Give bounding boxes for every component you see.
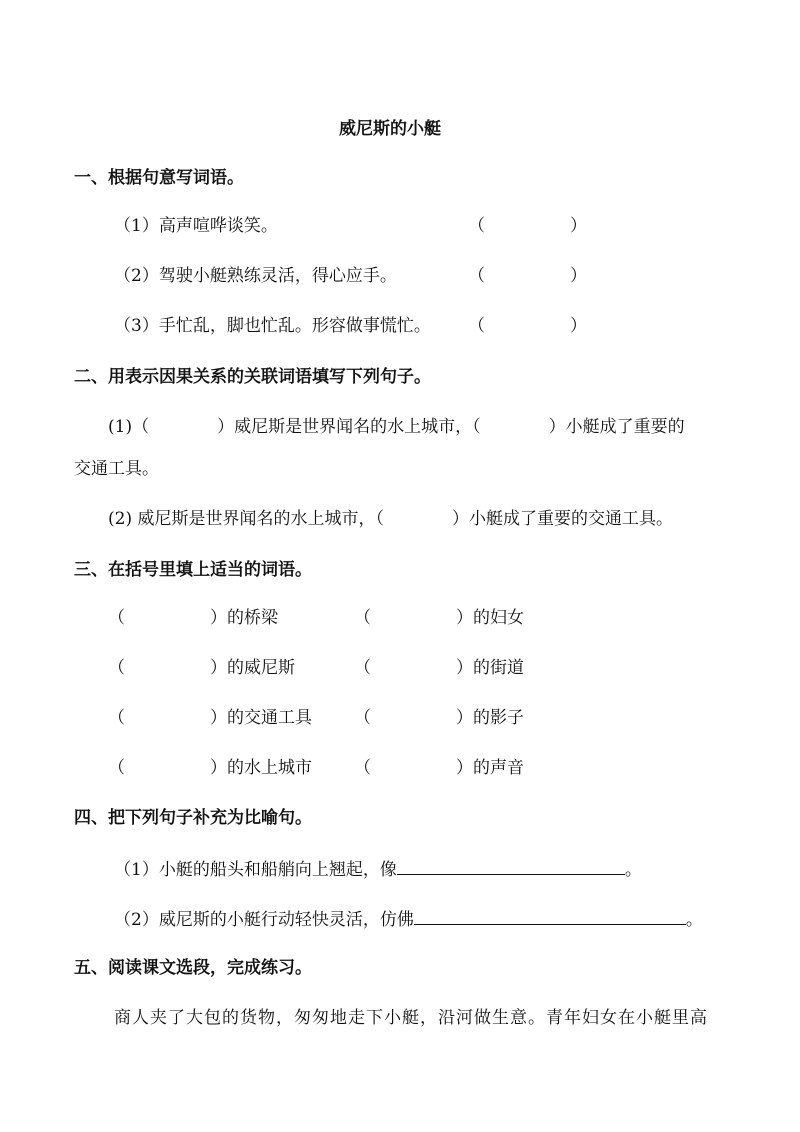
s3-row1-left: （ ）的桥梁 bbox=[108, 608, 278, 628]
s3-row4-left: （ ）的水上城市 bbox=[108, 758, 312, 778]
s1-item2-text: （2）驾驶小艇熟练灵活，得心应手。 bbox=[114, 266, 397, 286]
s2-q1-line1: (1)（ ）威尼斯是世界闻名的水上城市，（ ）小艇成了重要的 bbox=[108, 417, 685, 437]
s2-q2: (2) 威尼斯是世界闻名的水上城市，（ ）小艇成了重要的交通工具。 bbox=[108, 509, 673, 529]
s4-q2-text: （2）威尼斯的小艇行动轻快灵活，仿佛 bbox=[114, 910, 414, 930]
section5-heading: 五、阅读课文选段，完成练习。 bbox=[74, 958, 312, 978]
s3-row1-right: （ ）的妇女 bbox=[354, 608, 524, 628]
s3-row2-left: （ ）的威尼斯 bbox=[108, 658, 295, 678]
s4-q2-answer-line[interactable] bbox=[414, 906, 686, 925]
s4-q1-answer-line[interactable] bbox=[397, 856, 625, 875]
s2-q1-line2: 交通工具。 bbox=[74, 459, 159, 479]
s4-q2-end: 。 bbox=[685, 910, 703, 930]
s4-q1-text: （1）小艇的船头和船艄向上翘起，像 bbox=[114, 860, 397, 880]
s1-item3-text: （3）手忙乱，脚也忙乱。形容做事慌忙。 bbox=[114, 316, 431, 336]
s1-item1-blank[interactable]: （ ） bbox=[468, 216, 587, 236]
s3-row3-right: （ ）的影子 bbox=[354, 708, 524, 728]
section1-heading: 一、根据句意写词语。 bbox=[74, 168, 244, 188]
s4-q1-end: 。 bbox=[624, 860, 642, 880]
s3-row4-right: （ ）的声音 bbox=[354, 758, 524, 778]
s4-q2 bbox=[114, 906, 703, 932]
s3-row2-right: （ ）的街道 bbox=[354, 658, 524, 678]
section3-heading: 三、在括号里填上适当的词语。 bbox=[74, 560, 312, 580]
s1-item2-blank[interactable]: （ ） bbox=[468, 266, 587, 286]
section2-heading: 二、用表示因果关系的关联词语填写下列句子。 bbox=[74, 367, 431, 387]
s1-item3-blank[interactable]: （ ） bbox=[468, 316, 587, 336]
s3-row3-left: （ ）的交通工具 bbox=[108, 708, 312, 728]
section4-heading: 四、把下列句子补充为比喻句。 bbox=[74, 808, 312, 828]
s4-q1 bbox=[114, 856, 642, 882]
s5-passage: 商人夹了大包的货物，匆匆地走下小艇，沿河做生意。青年妇女在小艇里高 bbox=[114, 1008, 708, 1028]
s1-item1-text: （1）高声喧哗谈笑。 bbox=[114, 216, 278, 236]
page-title: 威尼斯的小艇 bbox=[339, 119, 441, 139]
